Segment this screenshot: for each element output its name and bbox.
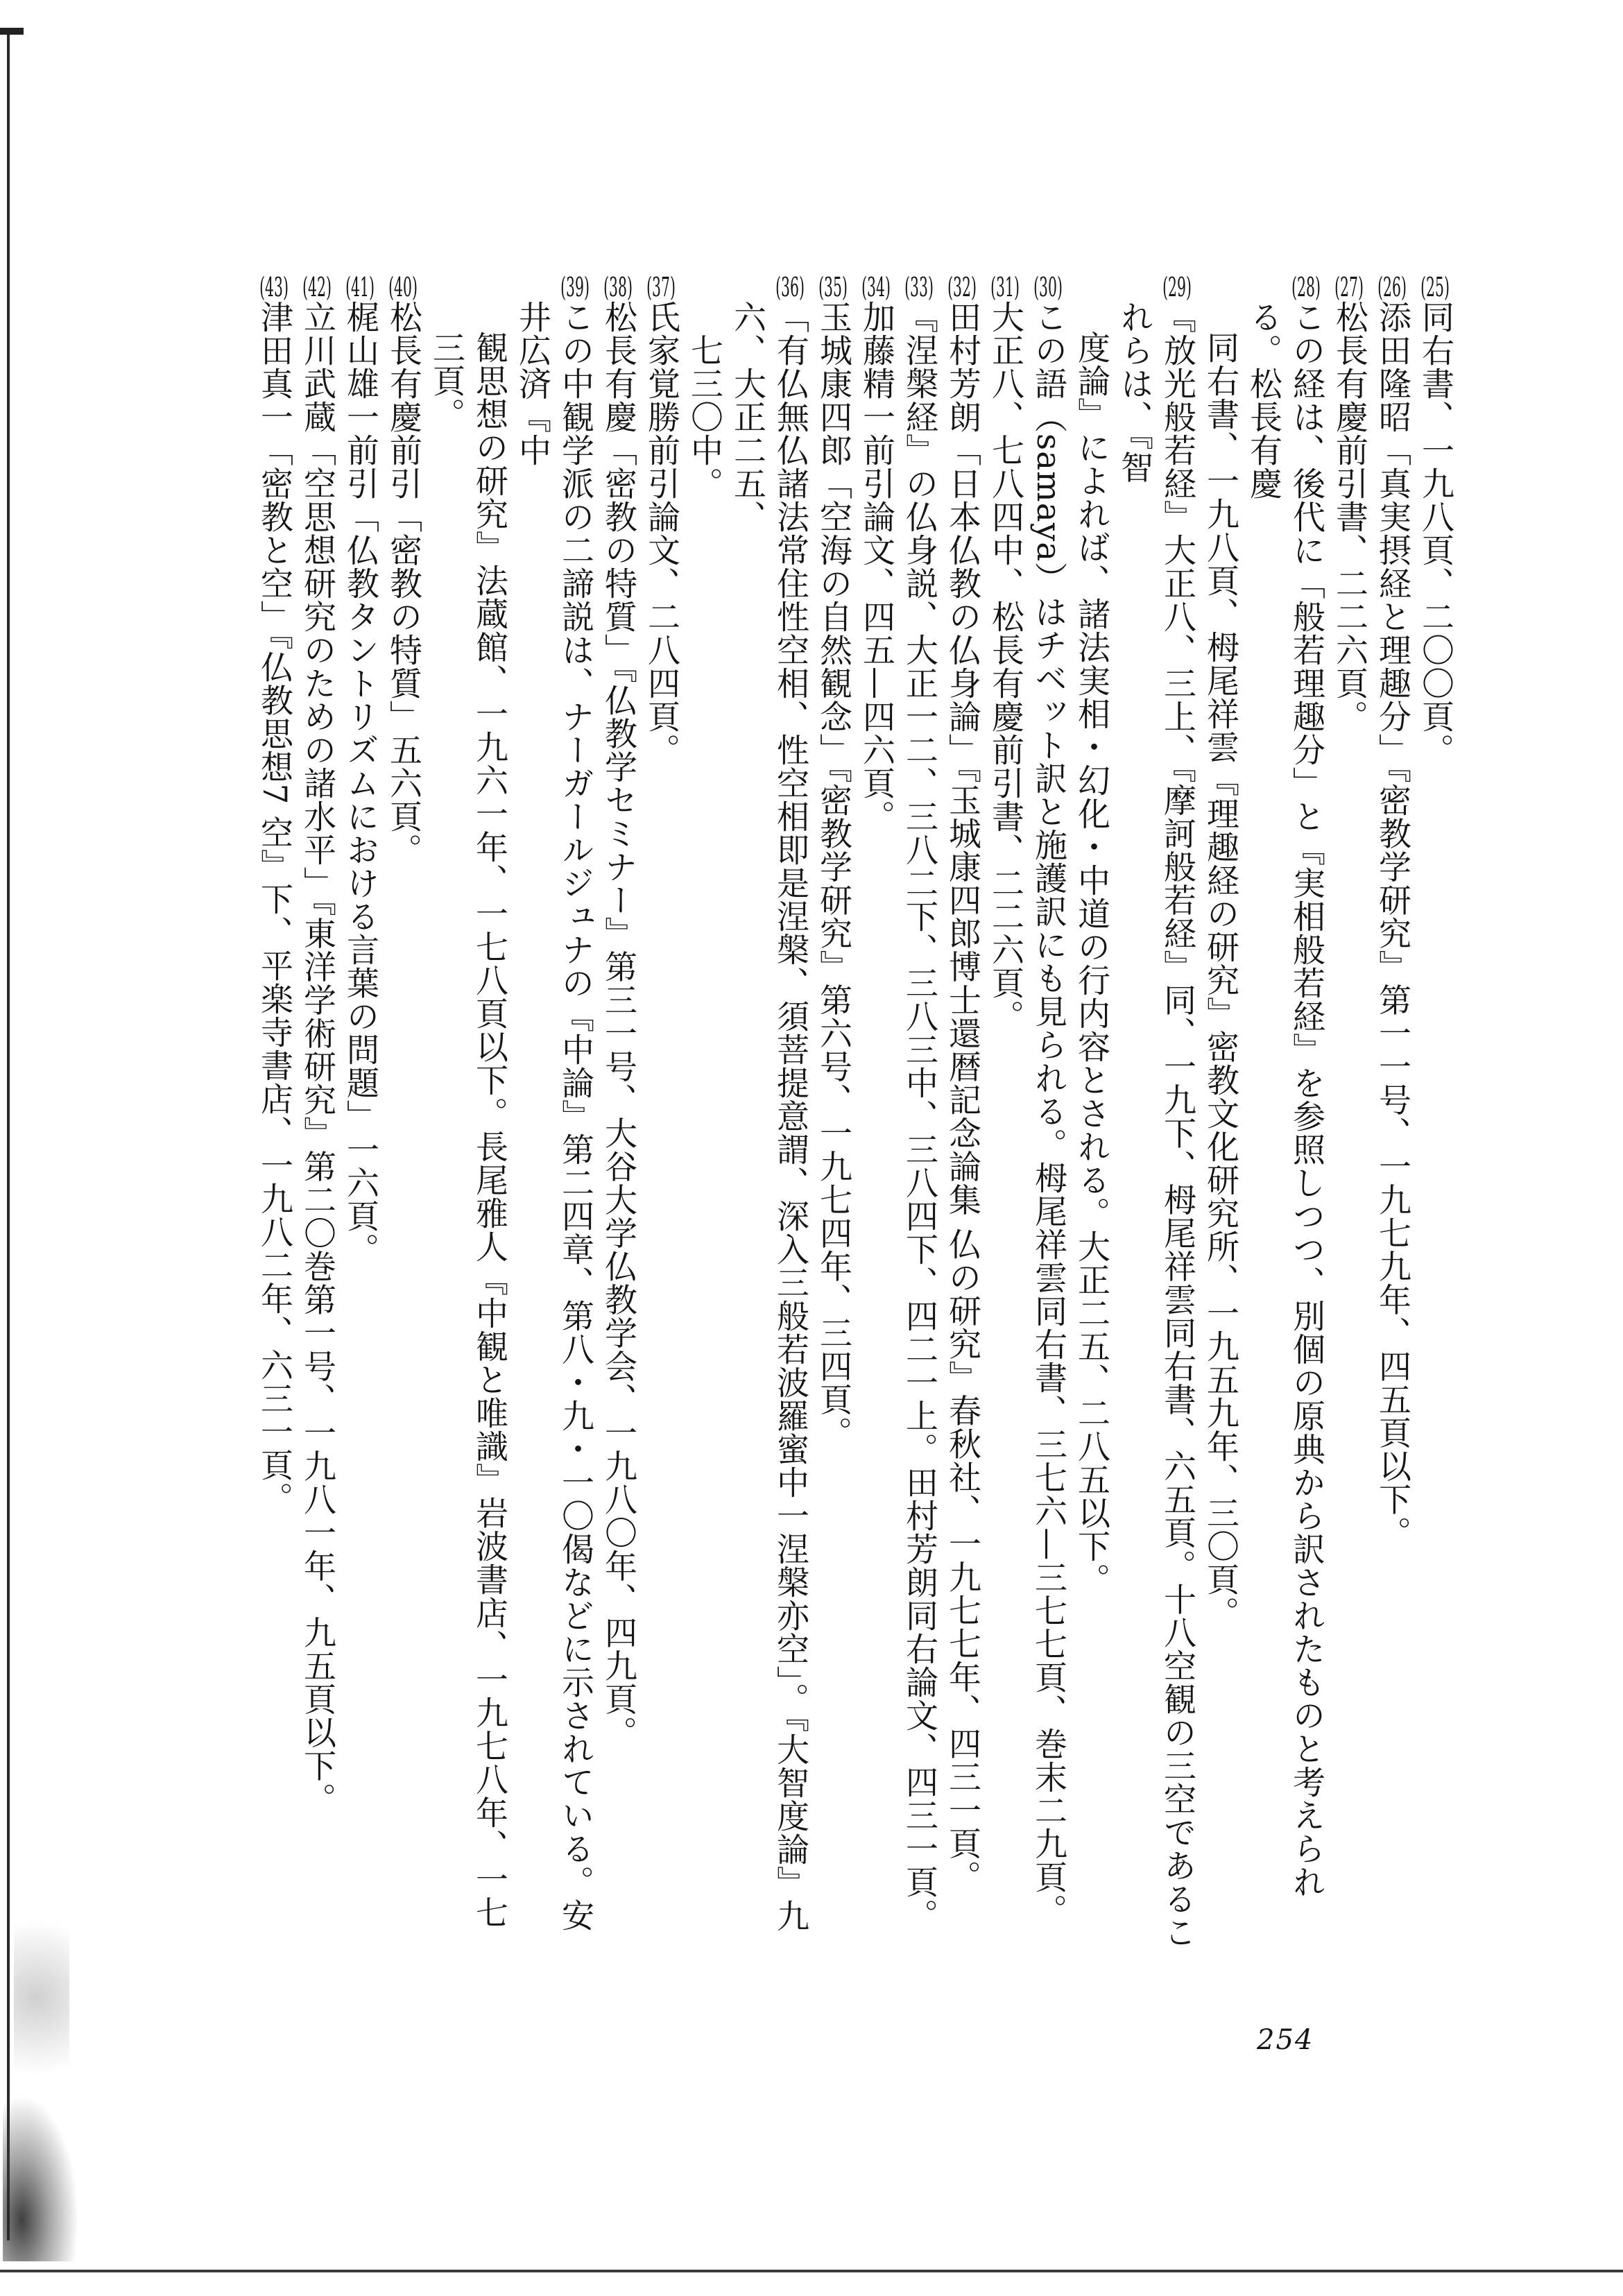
note-text: 『涅槃経』の仏身説、大正一二、三八二下、三八三中、三八四下、四二一上。田村芳朗同右論文、四三一頁。 [900,300,938,1932]
note-text: 玉城康四郎「空海の自然観念」『密教学研究』第六号、一九七四年、三四頁。 [814,300,852,1450]
note-text: 添田隆昭「真実摂経と理趣分」『密教学研究』第一一号、一九七九年、四五頁以下。 [1373,300,1411,1550]
note-number: (31) [990,274,1020,300]
note-29 [1113,274,1199,1960]
note-text: この語（samaya）はチベット訳と施護訳にも見られる。栂尾祥雲同右書、三七六—三七七頁、巻末二九頁。 [1029,300,1067,1928]
endnotes-column [180,274,1457,1960]
note-number: (33) [904,274,934,300]
note-28 [1242,274,1328,1960]
note-36-continued [682,274,725,1960]
note-number: (25) [1420,274,1450,300]
note-text: 観思想の研究』法蔵館、一九六一年、一七八頁以下。長尾雅人『中観と唯識』岩波書店、一九七八年、一七三頁。 [427,331,508,1929]
note-text: 田村芳朗「日本仏教の仏身論」『玉城康四郎博士還暦記念論集 仏の研究』春秋社、一九七七年、四三一頁。 [943,300,981,1894]
note-31 [984,274,1027,1960]
note-39 [510,274,596,1960]
note-number: (34) [861,274,891,300]
note-35 [812,274,855,1960]
note-30 [1027,274,1070,1960]
note-number: (42) [302,274,332,300]
note-text: 梶山雄一前引「仏教タントリズムにおける言葉の問題」一六頁。 [341,300,379,1266]
note-28-continued [1199,274,1242,1960]
note-text: 立川武蔵「空思想研究のための諸水平」『東洋学術研究』第二〇巻第一号、一九八一年、九五頁以下。 [298,300,336,1816]
note-32 [941,274,984,1960]
note-36 [725,274,812,1960]
scan-corner-mark [0,28,24,35]
note-number: (39) [560,274,590,300]
note-number: (38) [603,274,633,300]
note-number: (27) [1334,274,1364,300]
note-39-continued [424,274,510,1960]
scan-speckle [14,1873,69,2081]
note-number: (30) [1033,274,1063,300]
note-number: (29) [1162,274,1192,300]
note-34 [855,274,898,1960]
note-text: 同右書、一九八頁、栂尾祥雲『理趣経の研究』密教文化研究所、一九五九年、三〇頁。 [1201,331,1239,1629]
note-29-continued [1070,274,1113,1960]
note-text: 「有仏無仏諸法常住性空相、性空相即是涅槃、須菩提意謂、深入三般若波羅蜜中一涅槃亦空」。『大智度論』九六、大正二五、 [728,300,809,1933]
note-42 [295,274,338,1960]
note-text: 松長有慶前引「密教の特質」五六頁。 [384,300,422,866]
note-text: 七三〇中。 [685,334,723,500]
note-38 [596,274,639,1960]
note-text: この中観学派の二諦説は、ナーガールジュナの『中論』第二四章、第八・九・一〇偈などに示されている。安井広済『中 [513,300,594,1932]
note-33 [898,274,941,1960]
note-41 [338,274,381,1960]
note-text: 加藤精一前引論文、四五—四六頁。 [857,300,895,833]
scan-edge-left [7,28,10,2241]
note-number: (35) [818,274,848,300]
note-27 [1328,274,1371,1960]
note-text: 松長有慶「密教の特質」『仏教学セミナー』第三一号、大谷大学仏教学会、一九八〇年、四九頁。 [599,300,637,1749]
page-number: 254 [1257,2024,1314,2056]
note-37 [639,274,682,1960]
note-number: (37) [646,274,676,300]
note-text: この経は、後代に「般若理趣分」と『実相般若経』を参照しつつ、別個の原典から訳されたものと考えられる。松長有慶 [1244,300,1325,1899]
note-text: 氏家覚勝前引論文、二八四頁。 [642,300,680,766]
note-number: (36) [775,274,805,300]
note-number: (41) [345,274,375,300]
note-26 [1371,274,1414,1960]
note-text: 同右書、一九八頁、二〇〇頁。 [1416,300,1454,766]
scan-smudge [3,2095,79,2261]
note-number: (43) [259,274,289,300]
note-text: 度論』によれば、諸法実相・幻化・中道の行内容とされる。大正二五、二八五以下。 [1072,331,1110,1596]
scan-bottom-edge [0,2270,1623,2272]
note-text: 『放光般若経』大正八、三上、『摩訶般若経』同、一九下、栂尾祥雲同右書、六五頁。十八空観の三空であるこれらは、『智 [1115,300,1196,1949]
note-number: (32) [947,274,977,300]
note-40 [381,274,424,1960]
note-text: 津田真一「密教と空」『仏教思想7 空』下、平楽寺書店、一九八二年、六三一頁。 [255,300,293,1516]
note-43 [252,274,295,1960]
note-number: (26) [1377,274,1407,300]
note-text: 松長有慶前引書、二二六頁。 [1330,300,1368,733]
note-text: 大正八、七八四中、松長有慶前引書、二二六頁。 [986,300,1024,1033]
note-number: (40) [388,274,418,300]
note-number: (28) [1291,274,1321,300]
note-25 [1414,274,1457,1960]
